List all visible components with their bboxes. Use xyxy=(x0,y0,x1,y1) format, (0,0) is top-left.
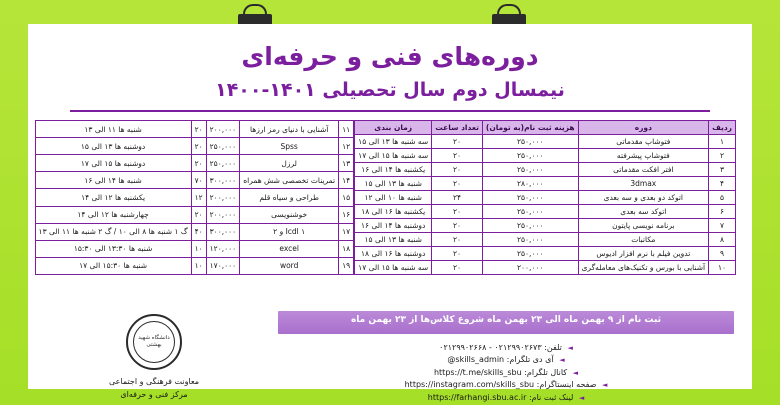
course-tables xyxy=(38,120,736,275)
table-row xyxy=(355,163,736,177)
cell-schedule: یکشنبه ها ۱۶ الی ۱۸ xyxy=(355,205,432,219)
table-row xyxy=(355,205,736,219)
organization-caption-line2: مرکز فنی و حرفه‌ای xyxy=(120,389,188,399)
cell-course: مکاتبات xyxy=(578,233,709,247)
cell-course: فتوشاپ پیشرفته xyxy=(578,149,709,163)
university-seal-icon xyxy=(126,314,182,370)
contact-register-link-row xyxy=(278,392,734,404)
table-row xyxy=(35,206,354,223)
cell-hours: ۲۰ xyxy=(432,205,483,219)
cell-fee: ۲۵۰,۰۰۰ xyxy=(482,205,578,219)
cell-no: ۱۷ xyxy=(339,223,354,240)
cell-fee: ۲۵۰,۰۰۰ xyxy=(482,247,578,261)
cell-schedule: شنبه ها ۱۳ الی ۱۵ xyxy=(355,177,432,191)
cell-no: ۱۲ xyxy=(339,138,354,155)
cell-hours: ۱۲ xyxy=(191,189,206,206)
registration-dates: ثبت نام از ۹ بهمن ماه الی ۲۳ بهمن ماه شروع کلاس‌ها از ۲۳ بهمن ماه xyxy=(350,315,662,325)
cell-course: فتوشاپ مقدماتی xyxy=(578,135,709,149)
cell-fee: ۲۰۰,۰۰۰ xyxy=(206,189,240,206)
cell-no: ۹ xyxy=(709,247,736,261)
cell-no: ۱۰ xyxy=(709,261,736,275)
cell-course: اتوکد دو بعدی و سه بعدی xyxy=(578,191,709,205)
cell-hours: ۱۰ xyxy=(191,257,206,274)
contact-phone-row xyxy=(278,342,734,354)
cell-no: ۶ xyxy=(709,205,736,219)
cell-no: ۱۶ xyxy=(339,206,354,223)
table-row xyxy=(355,219,736,233)
table-row xyxy=(35,138,354,155)
cell-no: ۱۹ xyxy=(339,257,354,274)
cell-schedule: دوشنبه ها ۱۶ الی ۱۸ xyxy=(355,247,432,261)
cell-hours: ۲۰ xyxy=(432,219,483,233)
table-row xyxy=(35,240,354,257)
cell-course: Spss xyxy=(240,138,339,155)
cell-course: 3dmax xyxy=(578,177,709,191)
cell-fee: ۲۰۰,۰۰۰ xyxy=(206,206,240,223)
cell-no: ۱۱ xyxy=(339,121,354,138)
cell-course: Icdl ۱ و ۲ xyxy=(240,223,339,240)
cell-fee: ۲۰۰,۰۰۰ xyxy=(482,261,578,275)
cell-fee: ۲۵۰,۰۰۰ xyxy=(482,233,578,247)
table-row xyxy=(355,261,736,275)
table-row xyxy=(355,247,736,261)
cell-schedule: گ ۱ شنبه ها ۸ الی ۱۰ / گ ۲ شنبه ها ۱۱ الی ۱۳ xyxy=(35,223,191,240)
table-row xyxy=(355,233,736,247)
cell-hours: ۲۰ xyxy=(191,138,206,155)
table-header-row xyxy=(355,121,736,135)
cell-fee: ۲۵۰,۰۰۰ xyxy=(206,138,240,155)
cell-fee: ۳۰۰,۰۰۰ xyxy=(206,172,240,189)
cell-fee: ۲۵۰,۰۰۰ xyxy=(482,191,578,205)
cell-hours: ۲۰ xyxy=(432,163,483,177)
cell-no: ۸ xyxy=(709,233,736,247)
cell-course: excel xyxy=(240,240,339,257)
col-schedule: زمان بندی xyxy=(355,121,432,135)
cell-course: برنامه نویسی پایتون xyxy=(578,219,709,233)
cell-fee: ۲۵۰,۰۰۰ xyxy=(206,155,240,172)
table-row xyxy=(355,135,736,149)
cell-schedule: سه شنبه ها ۱۵ الی ۱۷ xyxy=(355,149,432,163)
bullet-icon: ◄ xyxy=(567,344,573,352)
cell-schedule: شنبه ها ۱۳ الی ۱۵ xyxy=(355,233,432,247)
page-title: دوره‌های فنی و حرفه‌ای xyxy=(241,42,539,71)
courses-table-right xyxy=(354,120,736,275)
contact-telegram-id-value[interactable]: @skills_admin xyxy=(447,355,505,365)
cell-fee: ۲۵۰,۰۰۰ xyxy=(482,149,578,163)
bullet-icon: ◄ xyxy=(578,393,585,402)
page-subtitle: نیمسال دوم سال تحصیلی ۱۴۰۱-۱۴۰۰ xyxy=(215,79,565,101)
cell-no: ۱۸ xyxy=(339,240,354,257)
cell-course: اتوکد سه بعدی xyxy=(578,205,709,219)
cell-fee: ۲۸۰,۰۰۰ xyxy=(482,177,578,191)
contact-instagram-label: صفحه اینستاگرام: xyxy=(536,380,597,390)
contact-phone-label: تلفن: xyxy=(544,343,562,352)
cell-course: طراحی و سیاه قلم xyxy=(240,189,339,206)
cell-hours: ۲۰ xyxy=(191,155,206,172)
cell-no: ۲ xyxy=(709,149,736,163)
cell-no: ۴ xyxy=(709,177,736,191)
cell-fee: ۲۵۰,۰۰۰ xyxy=(482,135,578,149)
table-row xyxy=(35,223,354,240)
cell-schedule: شنبه ها ۱۵:۳۰ الی ۱۷ xyxy=(35,257,191,274)
cell-hours: ۲۰ xyxy=(432,149,483,163)
bullet-icon: ◄ xyxy=(572,368,579,377)
cell-fee: ۲۰۰,۰۰۰ xyxy=(206,121,240,138)
courses-table-left xyxy=(35,120,355,275)
contact-instagram-row xyxy=(278,379,734,391)
contact-block xyxy=(278,342,734,404)
cell-hours: ۲۰ xyxy=(432,261,483,275)
cell-hours: ۲۰ xyxy=(432,233,483,247)
cell-course: آشنایی با بورس و تکنیک‌های معامله‌گری xyxy=(578,261,709,275)
cell-schedule: شنبه ها ۱۳:۳۰ الی ۱۵:۳۰ xyxy=(35,240,191,257)
bullet-icon: ◄ xyxy=(602,381,608,390)
table-row xyxy=(355,191,736,205)
cell-schedule: دوشنبه ها ۱۵ الی ۱۷ xyxy=(35,155,191,172)
cell-fee: ۲۵۰,۰۰۰ xyxy=(482,163,578,177)
cell-fee: ۱۲۰,۰۰۰ xyxy=(206,240,240,257)
cell-course: word xyxy=(240,257,339,274)
table-row xyxy=(35,155,354,172)
cell-schedule: شنبه ها ۱۰ الی ۱۲ xyxy=(355,191,432,205)
cell-course: افتر افکت مقدماتی xyxy=(578,163,709,177)
contact-instagram-value[interactable]: https://instagram.com/skills_sbu xyxy=(404,380,535,390)
cell-course: تمرینات تخصصی شش همراه xyxy=(240,172,339,189)
cell-hours: ۲۰ xyxy=(191,121,206,138)
poster-card xyxy=(28,24,752,402)
cell-course: آشنایی با دنیای رمز ارزها xyxy=(240,121,339,138)
cell-schedule: یکشنبه ها ۱۴ الی ۱۶ xyxy=(355,163,432,177)
cell-hours: ۲۰ xyxy=(432,247,483,261)
cell-schedule: شنبه ها ۱۱ الی ۱۳ xyxy=(35,121,191,138)
cell-schedule: دوشنبه ها ۱۳ الی ۱۵ xyxy=(35,138,191,155)
cell-schedule: یکشنبه ها ۱۲ الی ۱۴ xyxy=(35,189,191,206)
cell-no: ۵ xyxy=(709,191,736,205)
cell-no: ۱۳ xyxy=(339,155,354,172)
cell-hours: ۷۰ xyxy=(191,172,206,189)
table-row xyxy=(35,172,354,189)
cell-course: تدوین فیلم با نرم افزار ادیوس xyxy=(578,247,709,261)
cell-no: ۷ xyxy=(709,219,736,233)
cell-hours: ۲۴ xyxy=(432,191,483,205)
cell-no: ۱ xyxy=(709,135,736,149)
bullet-icon: ◄ xyxy=(559,356,565,365)
cell-fee: ۲۵۰,۰۰۰ xyxy=(482,219,578,233)
contact-phone-value: ۰۲۱۲۹۹۰۲۶۶۸ - ۰۲۱۲۹۹۰۲۶۷۳ xyxy=(439,343,542,352)
contact-telegram-channel-row xyxy=(278,367,734,379)
cell-fee: ۳۰۰,۰۰۰ xyxy=(206,223,240,240)
cell-hours: ۲۰ xyxy=(432,177,483,191)
cell-hours: ۲۰ xyxy=(191,206,206,223)
contact-register-link-value[interactable]: https://farhangi.sbu.ac.ir xyxy=(427,392,527,402)
cell-no: ۱۴ xyxy=(339,172,354,189)
cell-hours: ۱۰ xyxy=(191,240,206,257)
cell-no: ۳ xyxy=(709,163,736,177)
table-row xyxy=(35,189,354,206)
col-fee: هزینه ثبت نام(به تومان) xyxy=(482,121,578,135)
table-row xyxy=(35,121,354,138)
contact-register-link-label: لینک ثبت نام: xyxy=(528,392,574,402)
registration-banner xyxy=(278,311,734,334)
cell-course: لرزل xyxy=(240,155,339,172)
cell-fee: ۱۷۰,۰۰۰ xyxy=(206,257,240,274)
contact-telegram-channel-label: کانال تلگرام: xyxy=(524,367,568,377)
cell-schedule: دوشنبه ها ۱۴ الی ۱۶ xyxy=(355,219,432,233)
col-hours: تعداد ساعت xyxy=(432,121,483,135)
table-row xyxy=(35,257,354,274)
organization-logo-block xyxy=(54,314,254,402)
contact-telegram-id-label: آی دی تلگرام: xyxy=(506,355,554,365)
cell-hours: ۲۰ xyxy=(432,135,483,149)
contact-telegram-channel-value[interactable]: https://t.me/skills_sbu xyxy=(433,367,522,377)
col-course: دوره xyxy=(578,121,709,135)
cell-no: ۱۵ xyxy=(339,189,354,206)
table-row xyxy=(355,177,736,191)
cell-schedule: چهارشنبه ها ۱۲ الی ۱۴ xyxy=(35,206,191,223)
organization-caption-line1: معاونت فرهنگی و اجتماعی xyxy=(108,377,200,386)
cell-schedule: سه شنبه ها ۱۳ الی ۱۵ xyxy=(355,135,432,149)
university-seal-text: دانشگاه شهید بهشتی xyxy=(138,335,170,348)
cell-course: خوشنویسی xyxy=(240,206,339,223)
header-divider xyxy=(70,110,710,112)
cell-schedule: سه شنبه ها ۱۵ الی ۱۷ xyxy=(355,261,432,275)
col-no: ردیف xyxy=(709,121,736,135)
poster-header xyxy=(28,24,752,112)
cell-schedule: شنبه ها ۱۴ الی ۱۶ xyxy=(35,172,191,189)
table-row xyxy=(355,149,736,163)
contact-telegram-id-row xyxy=(278,354,734,366)
organization-caption xyxy=(54,376,254,402)
cell-hours: ۴۰ xyxy=(191,223,206,240)
